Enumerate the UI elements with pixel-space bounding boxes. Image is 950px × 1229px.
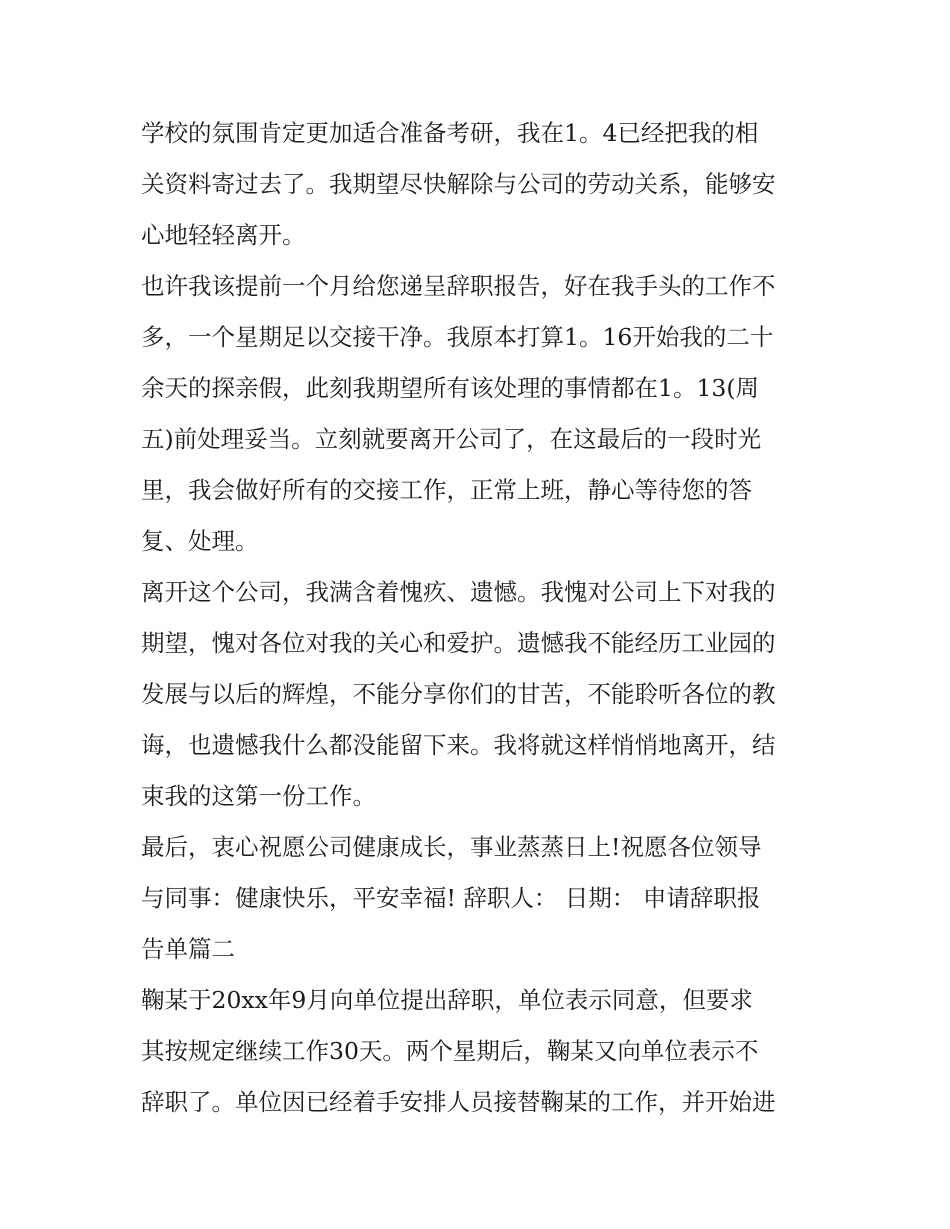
text-line: 多，一个星期足以交接干净。我原本打算1。16开始我的二十 xyxy=(141,323,774,351)
text-line: 告单篇二 xyxy=(141,935,235,963)
text-line: 关资料寄过去了。我期望尽快解除与公司的劳动关系，能够安 xyxy=(141,170,776,198)
text-line: 期望，愧对各位对我的关心和爱护。遗憾我不能经历工业园的 xyxy=(141,629,776,657)
text-line: 学校的氛围肯定更加适合准备考研，我在1。4已经把我的相 xyxy=(141,119,759,147)
text-line: 余天的探亲假，此刻我期望所有该处理的事情都在1。13(周 xyxy=(141,374,760,402)
text-line: 最后，衷心祝愿公司健康成长，事业蒸蒸日上!祝愿各位领导 xyxy=(141,833,762,861)
text-line: 复、处理。 xyxy=(141,527,259,555)
text-line: 诲，也遗憾我什么都没能留下来。我将就这样悄悄地离开，结 xyxy=(141,731,776,759)
text-line: 其按规定继续工作30天。两个星期后，鞠某又向单位表示不 xyxy=(141,1037,759,1065)
text-line: 心地轻轻离开。 xyxy=(141,221,306,249)
document-body xyxy=(141,108,821,1128)
text-line: 与同事：健康快乐，平安幸福! 辞职人： 日期： 申请辞职报 xyxy=(141,884,761,912)
text-line: 鞠某于20xx年9月向单位提出辞职，单位表示同意，但要求 xyxy=(141,986,753,1014)
text-line: 里，我会做好所有的交接工作，正常上班，静心等待您的答 xyxy=(141,476,752,504)
text-line: 五)前处理妥当。立刻就要离开公司了，在这最后的一段时光 xyxy=(141,425,762,453)
text-line: 辞职了。单位因已经着手安排人员接替鞠某的工作，并开始进 xyxy=(141,1088,776,1116)
text-line: 发展与以后的辉煌，不能分享你们的甘苦，不能聆听各位的教 xyxy=(141,680,776,708)
text-line: 离开这个公司，我满含着愧疚、遗憾。我愧对公司上下对我的 xyxy=(141,578,776,606)
text-line: 束我的这第一份工作。 xyxy=(141,782,376,810)
text-line: 也许我该提前一个月给您递呈辞职报告，好在我手头的工作不 xyxy=(141,272,776,300)
